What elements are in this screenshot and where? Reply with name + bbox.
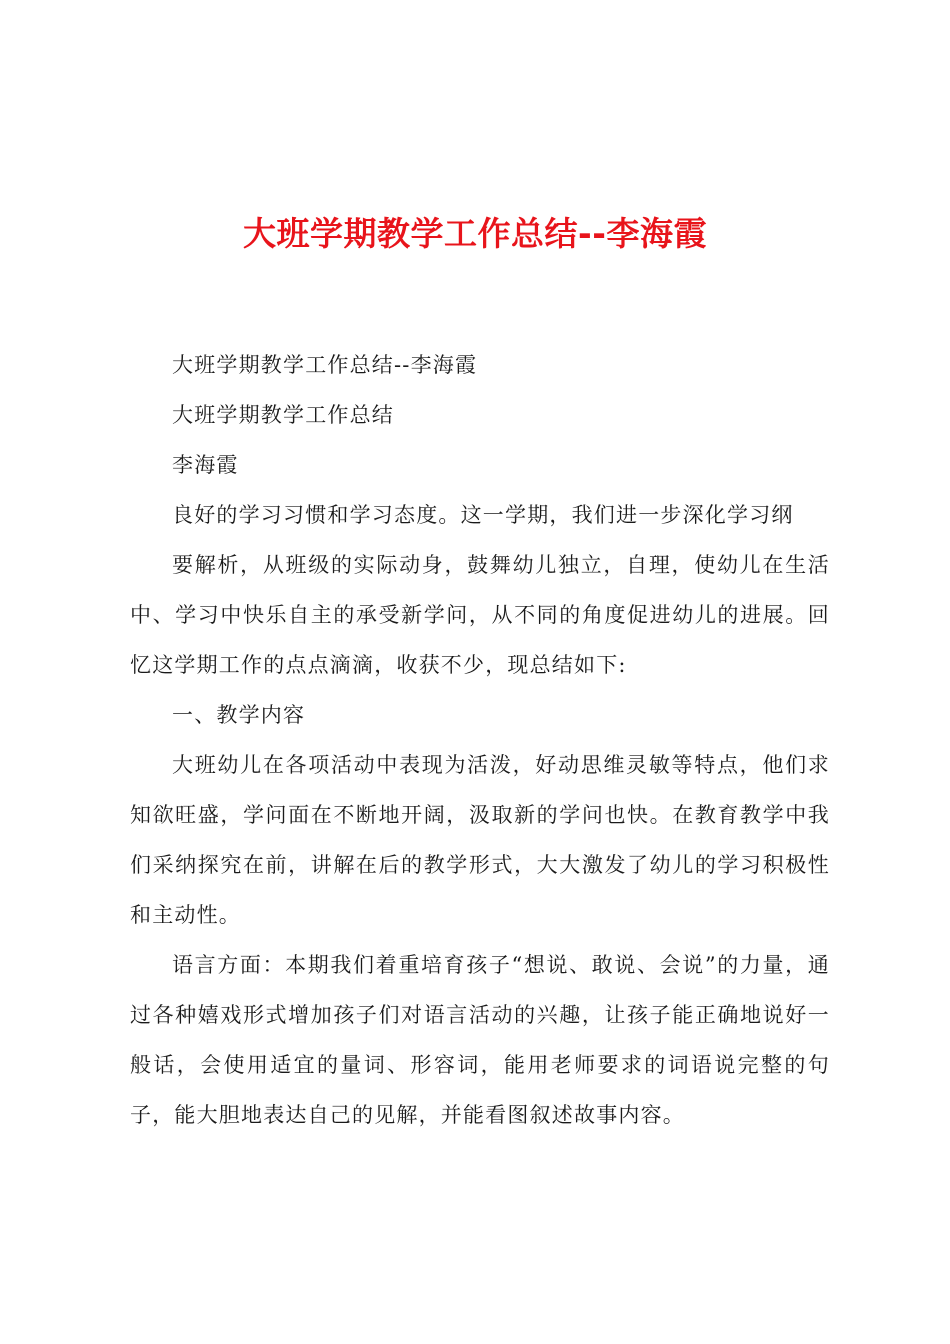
paragraph-author: 李海霞 — [172, 453, 239, 477]
document-title: 大班学期教学工作总结--李海霞 — [243, 214, 707, 253]
document-body — [130, 340, 830, 1140]
section-heading-teaching-content: 一、教学内容 — [172, 703, 306, 727]
paragraph-intro-continued: 要解析，从班级的实际动身，鼓舞幼儿独立，自理，使幼儿在生活中、学习中快乐自主的承受新学问，从不同的角度促进幼儿的进展。回忆这学期工作的点点滴滴，收获不少，现总结如下: — [130, 553, 830, 677]
paragraph-teaching-content: 大班幼儿在各项活动中表现为活泼，好动思维灵敏等特点，他们求知欲旺盛，学问面在不断地开阔，汲取新的学问也快。在教育教学中我们采纳探究在前，讲解在后的教学形式，大大激发了幼儿的学习积极性和主动性。 — [130, 753, 830, 927]
paragraph-subtitle: 大班学期教学工作总结 — [172, 403, 394, 427]
paragraph-intro: 良好的学习习惯和学习态度。这一学期，我们进一步深化学习纲 — [172, 503, 794, 527]
paragraph-heading-repeat: 大班学期教学工作总结--李海霞 — [172, 353, 478, 377]
paragraph-language: 语言方面：本期我们着重培育孩子“想说、敢说、会说”的力量，通过各种嬉戏形式增加孩子们对语言活动的兴趣，让孩子能正确地说好一般话，会使用适宜的量词、形容词，能用老师要求的词语说完整的句子，能大胆地表达自己的见解，并能看图叙述故事内容。 — [130, 953, 830, 1127]
